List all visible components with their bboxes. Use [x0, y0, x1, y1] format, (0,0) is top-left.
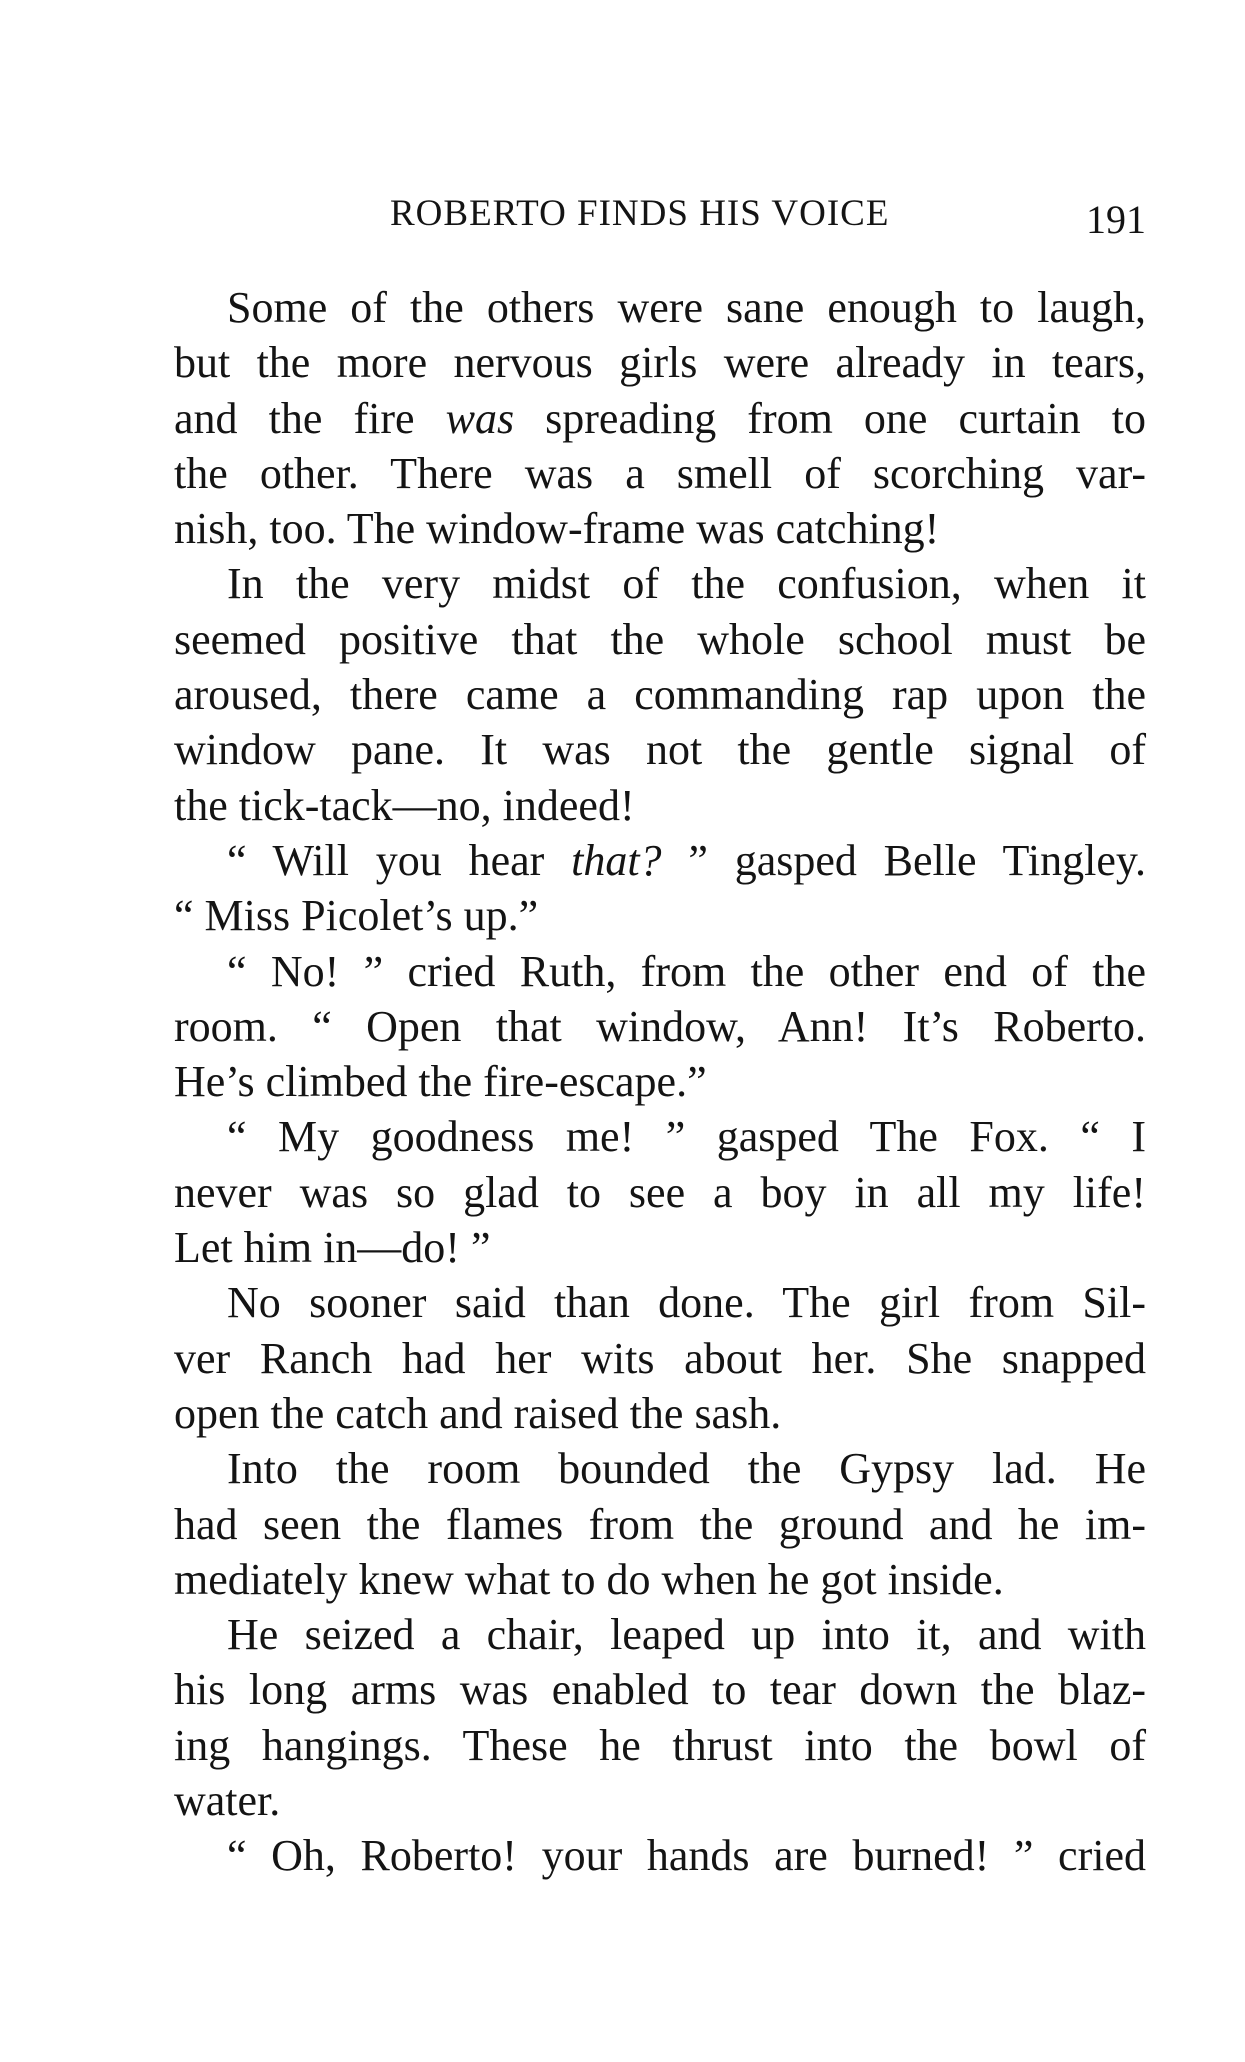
text-line [174, 391, 1146, 446]
line-text: and the fire [174, 393, 446, 443]
text-line [174, 556, 1146, 611]
text-line [174, 1165, 1146, 1220]
text-line [174, 1718, 1146, 1773]
italic-emphasis: was [445, 393, 515, 443]
line-text: had seen the flames from the ground and he im- [174, 1499, 1146, 1549]
body-text [174, 280, 1146, 1884]
line-text: He’s climbed the fire-escape.” [174, 1057, 707, 1107]
text-line [174, 335, 1146, 390]
line-text: ver Ranch had her wits about her. She snapped [174, 1333, 1146, 1383]
line-text-continued: spreading from one curtain to [514, 393, 1146, 443]
line-text: aroused, there came a commanding rap upon the [174, 670, 1146, 720]
line-text: seemed positive that the whole school must be [174, 614, 1146, 664]
line-text: “ Oh, Roberto! your hands are burned! ” cried [227, 1831, 1146, 1881]
line-text-continued: ” gasped Belle Tingley. [661, 835, 1146, 885]
text-line [174, 1386, 1146, 1441]
line-text: “ Will you hear [227, 835, 572, 885]
text-line [174, 833, 1146, 888]
text-line [174, 1607, 1146, 1662]
page-number: 191 [1086, 197, 1146, 242]
line-text: nish, too. The window-frame was catching! [174, 504, 940, 554]
text-line [174, 1662, 1146, 1717]
line-text: Into the room bounded the Gypsy lad. He [227, 1444, 1146, 1494]
text-line [174, 1441, 1146, 1496]
line-text: the other. There was a smell of scorching var- [174, 448, 1146, 498]
text-line [174, 944, 1146, 999]
line-text: but the more nervous girls were already in tears, [174, 338, 1146, 388]
line-text: “ Miss Picolet’s up.” [174, 891, 539, 941]
text-line [174, 1275, 1146, 1330]
line-text: ing hangings. These he thrust into the bowl of [174, 1720, 1146, 1770]
text-line [174, 1828, 1146, 1883]
text-line [174, 1331, 1146, 1386]
text-line [174, 999, 1146, 1054]
line-text: In the very midst of the confusion, when it [227, 559, 1146, 609]
text-line [174, 722, 1146, 777]
line-text: never was so glad to see a boy in all my life! [174, 1167, 1146, 1217]
line-text: Let him in—do! ” [174, 1223, 491, 1273]
running-head: ROBERTO FINDS HIS VOICE [390, 193, 890, 234]
text-line [174, 280, 1146, 335]
line-text: He seized a chair, leaped up into it, and with [227, 1610, 1146, 1660]
text-line [174, 1773, 1146, 1828]
text-line [174, 1054, 1146, 1109]
text-line [174, 778, 1146, 833]
line-text: open the catch and raised the sash. [174, 1388, 782, 1438]
text-line [174, 1552, 1146, 1607]
line-text: “ My goodness me! ” gasped The Fox. “ I [227, 1112, 1146, 1162]
text-line [174, 1497, 1146, 1552]
text-line [174, 446, 1146, 501]
line-text: room. “ Open that window, Ann! It’s Roberto. [174, 1001, 1146, 1051]
text-line [174, 612, 1146, 667]
italic-emphasis: that? [571, 835, 662, 885]
line-text: the tick-tack—no, indeed! [174, 780, 635, 830]
line-text: Some of the others were sane enough to laugh, [227, 283, 1146, 332]
line-text: No sooner said than done. The girl from Sil- [227, 1278, 1146, 1328]
text-line [174, 501, 1146, 556]
line-text: water. [174, 1776, 281, 1826]
text-line [174, 667, 1146, 722]
line-text: mediately knew what to do when he got inside. [174, 1554, 1004, 1604]
text-line [174, 1220, 1146, 1275]
line-text: “ No! ” cried Ruth, from the other end of the [227, 946, 1146, 996]
text-line [174, 1109, 1146, 1164]
text-line [174, 888, 1146, 943]
line-text: window pane. It was not the gentle signal of [174, 725, 1146, 775]
page-header [0, 192, 1245, 242]
line-text: his long arms was enabled to tear down the blaz- [174, 1665, 1146, 1715]
